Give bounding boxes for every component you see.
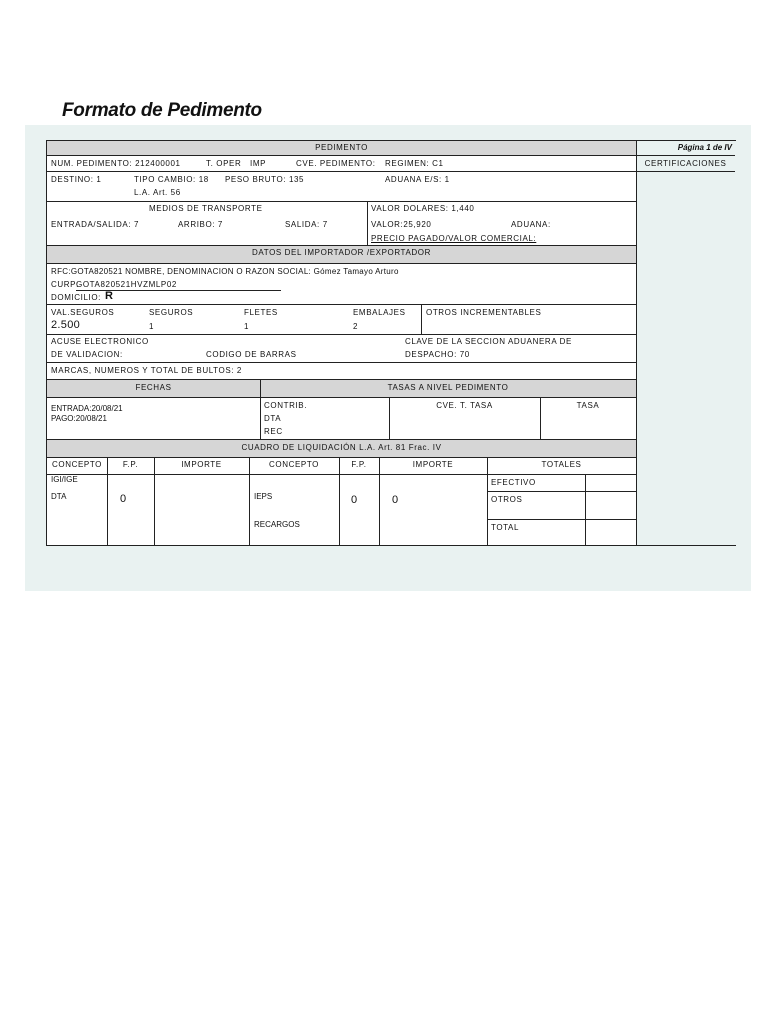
seguros-label: SEGUROS [149, 308, 194, 317]
curp-value: GOTA820521HVZMLP02 [76, 280, 177, 289]
acuse-electronico: ACUSE ELECTRONICO [51, 337, 149, 346]
pedimento-heading: PEDIMENTO [315, 143, 368, 152]
cve-pedimento: CVE. PEDIMENTO: [296, 159, 376, 168]
tasa-label: TASA [576, 401, 600, 410]
fechas-heading: FECHAS [135, 383, 172, 392]
concepto-ieps: IEPS [254, 492, 273, 501]
marcas-bultos: MARCAS, NUMEROS Y TOTAL DE BULTOS: 2 [51, 366, 242, 375]
t-oper-value: IMP [250, 159, 267, 168]
tasas-heading: TASAS A NIVEL PEDIMENTO [387, 383, 509, 392]
col-fp-2: F.P. [351, 460, 367, 469]
medios-transporte: MEDIOS DE TRANSPORTE [149, 204, 263, 213]
domicilio-label: DOMICILIO: [51, 293, 102, 302]
entrada-salida: ENTRADA/SALIDA: 7 [51, 220, 140, 229]
aduana-es: ADUANA E/S: 1 [385, 175, 450, 184]
page-indicator: Página 1 de IV [677, 143, 732, 152]
contrib-label: CONTRIB. [264, 401, 308, 410]
valor: VALOR:25,920 [371, 220, 432, 229]
t-oper-label: T. OPER [206, 159, 242, 168]
precio-pagado: PRECIO PAGADO/VALOR COMERCIAL: [371, 234, 537, 243]
certifications-column [636, 141, 736, 545]
otros-incrementables-label: OTROS INCREMENTABLES [426, 308, 542, 317]
cve-t-tasa-label: CVE. T. TASA [436, 401, 493, 410]
val-seguros-value: 2.500 [51, 319, 81, 331]
peso-bruto: PESO BRUTO: 135 [225, 175, 305, 184]
contrib-dta: DTA [264, 414, 282, 423]
destino: DESTINO: 1 [51, 175, 102, 184]
concepto-dta: DTA [51, 492, 67, 501]
fletes-label: FLETES [244, 308, 278, 317]
fecha-entrada: ENTRADA:20/08/21 [51, 404, 123, 413]
val-seguros-label: VAL.SEGUROS [51, 308, 115, 317]
concepto-igi: IGI/IGE [51, 475, 78, 484]
col-concepto-2: CONCEPTO [269, 460, 319, 469]
liquidacion-heading: CUADRO DE LIQUIDACIÓN L.A. Art. 81 Frac. IV [241, 443, 442, 452]
salida: SALIDA: 7 [285, 220, 328, 229]
col-fp-1: F.P. [122, 460, 139, 469]
aduana: ADUANA: [511, 220, 551, 229]
valor-dolares: VALOR DOLARES: 1,440 [371, 204, 475, 213]
col-importe-1: IMPORTE [181, 460, 222, 469]
total-total: TOTAL [491, 523, 520, 532]
clave-seccion: CLAVE DE LA SECCION ADUANERA DE [405, 337, 572, 346]
regimen: REGIMEN: C1 [385, 159, 444, 168]
embalajes-label: EMBALAJES [353, 308, 406, 317]
fecha-pago: PAGO:20/08/21 [51, 414, 107, 423]
document-title: Formato de Pedimento [62, 100, 262, 121]
curp-label: CURP: [51, 280, 79, 289]
de-validacion: DE VALIDACION: [51, 350, 123, 359]
fp-value-2: 0 [351, 494, 358, 506]
tipo-cambio: TIPO CAMBIO: 18 [134, 175, 209, 184]
certificaciones-label: CERTIFICACIONES [644, 159, 727, 168]
codigo-barras: CODIGO DE BARRAS [206, 350, 297, 359]
importer-section-heading: DATOS DEL IMPORTADOR /EXPORTADOR [252, 248, 431, 257]
fletes-value: 1 [244, 322, 250, 331]
concepto-recargos: RECARGOS [254, 520, 300, 529]
num-pedimento: NUM. PEDIMENTO: 212400001 [51, 159, 181, 168]
total-efectivo: EFECTIVO [491, 478, 536, 487]
col-importe-2: IMPORTE [412, 460, 454, 469]
fp-value-1: 0 [120, 493, 127, 505]
total-otros: OTROS [491, 495, 523, 504]
despacho: DESPACHO: 70 [405, 350, 470, 359]
la-art-56: L.A. Art. 56 [134, 188, 181, 197]
col-concepto-1: CONCEPTO [52, 460, 102, 469]
col-totales: TOTALES [541, 460, 582, 469]
contrib-rec: REC [264, 427, 283, 436]
embalajes-value: 2 [353, 322, 359, 331]
importe-value-2: 0 [392, 494, 399, 506]
arribo: ARRIBO: 7 [178, 220, 223, 229]
rfc-nombre: RFC:GOTA820521 NOMBRE, DENOMINACION O RAZON SOCIAL: Gómez Tamayo Arturo [51, 267, 399, 276]
pedimento-form [46, 140, 736, 546]
seguros-value: 1 [149, 322, 155, 331]
domicilio-value: R [105, 290, 114, 302]
